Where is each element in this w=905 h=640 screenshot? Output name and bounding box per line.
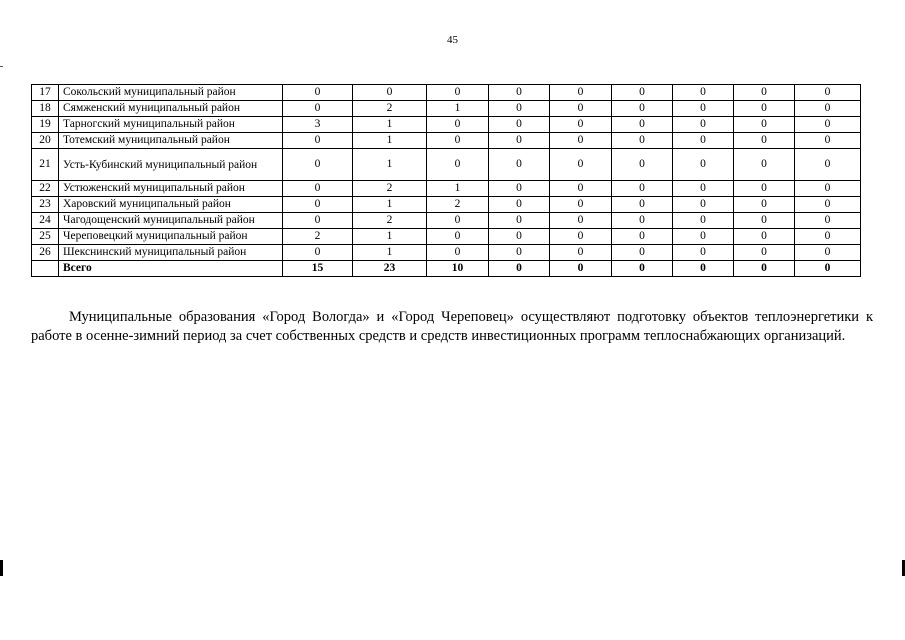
value-cell: 0	[673, 229, 734, 245]
value-cell: 0	[427, 117, 489, 133]
value-cell: 0	[734, 197, 795, 213]
value-cell: 0	[489, 181, 550, 197]
value-cell: 15	[283, 261, 353, 277]
value-cell: 2	[427, 197, 489, 213]
value-cell: 0	[550, 133, 612, 149]
value-cell: 1	[353, 133, 427, 149]
table-row	[32, 229, 861, 245]
value-cell: 0	[612, 101, 673, 117]
row-number-cell: 24	[32, 213, 59, 229]
district-name-cell: Харовский муниципальный район	[59, 197, 283, 213]
value-cell: 0	[283, 181, 353, 197]
value-cell: 0	[795, 133, 861, 149]
value-cell: 0	[795, 85, 861, 101]
districts-table	[31, 84, 861, 277]
value-cell: 0	[489, 101, 550, 117]
table-body	[32, 85, 861, 277]
value-cell: 0	[427, 85, 489, 101]
value-cell: 0	[734, 133, 795, 149]
table-row	[32, 213, 861, 229]
table-row	[32, 117, 861, 133]
value-cell: 0	[612, 181, 673, 197]
value-cell: 0	[489, 85, 550, 101]
row-number-cell	[32, 261, 59, 277]
value-cell: 3	[283, 117, 353, 133]
value-cell: 1	[427, 181, 489, 197]
table-row	[32, 149, 861, 181]
value-cell: 0	[489, 149, 550, 181]
value-cell: 1	[353, 197, 427, 213]
row-number-cell: 25	[32, 229, 59, 245]
table-row	[32, 101, 861, 117]
value-cell: 0	[734, 101, 795, 117]
value-cell: 0	[734, 85, 795, 101]
value-cell: 0	[673, 117, 734, 133]
districts-table-container	[31, 84, 860, 277]
value-cell: 0	[734, 213, 795, 229]
margin-tick	[0, 66, 3, 67]
value-cell: 0	[612, 117, 673, 133]
district-name-cell: Череповецкий муниципальный район	[59, 229, 283, 245]
table-row	[32, 181, 861, 197]
row-number-cell: 23	[32, 197, 59, 213]
value-cell: 2	[353, 213, 427, 229]
value-cell: 0	[612, 133, 673, 149]
value-cell: 0	[427, 213, 489, 229]
value-cell: 0	[427, 149, 489, 181]
value-cell: 0	[673, 133, 734, 149]
value-cell: 0	[550, 213, 612, 229]
value-cell: 0	[550, 261, 612, 277]
value-cell: 1	[353, 149, 427, 181]
table-row	[32, 133, 861, 149]
value-cell: 0	[795, 261, 861, 277]
value-cell: 0	[734, 117, 795, 133]
value-cell: 0	[795, 197, 861, 213]
value-cell: 1	[353, 229, 427, 245]
value-cell: 0	[795, 213, 861, 229]
value-cell: 0	[673, 181, 734, 197]
table-row	[32, 197, 861, 213]
row-number-cell: 26	[32, 245, 59, 261]
row-number-cell: 17	[32, 85, 59, 101]
value-cell: 0	[612, 213, 673, 229]
value-cell: 1	[353, 245, 427, 261]
value-cell: 2	[353, 101, 427, 117]
value-cell: 0	[795, 181, 861, 197]
value-cell: 0	[612, 85, 673, 101]
value-cell: 0	[489, 133, 550, 149]
row-number-cell: 20	[32, 133, 59, 149]
district-name-cell: Устюженский муниципальный район	[59, 181, 283, 197]
value-cell: 0	[612, 229, 673, 245]
value-cell: 2	[283, 229, 353, 245]
value-cell: 0	[673, 261, 734, 277]
value-cell: 0	[489, 117, 550, 133]
district-name-cell: Сямженский муниципальный район	[59, 101, 283, 117]
value-cell: 0	[353, 85, 427, 101]
value-cell: 0	[734, 229, 795, 245]
value-cell: 0	[673, 213, 734, 229]
value-cell: 0	[795, 101, 861, 117]
value-cell: 0	[673, 197, 734, 213]
value-cell: 0	[795, 245, 861, 261]
district-name-cell: Тарногский муниципальный район	[59, 117, 283, 133]
value-cell: 0	[612, 245, 673, 261]
value-cell: 0	[550, 85, 612, 101]
value-cell: 0	[795, 229, 861, 245]
value-cell: 0	[734, 261, 795, 277]
page-number: 45	[447, 34, 458, 46]
value-cell: 0	[489, 213, 550, 229]
value-cell: 0	[283, 149, 353, 181]
value-cell: 1	[353, 117, 427, 133]
value-cell: 0	[489, 229, 550, 245]
row-number-cell: 18	[32, 101, 59, 117]
table-row	[32, 85, 861, 101]
row-number-cell: 22	[32, 181, 59, 197]
value-cell: 0	[283, 101, 353, 117]
value-cell: 0	[550, 117, 612, 133]
value-cell: 0	[283, 213, 353, 229]
value-cell: 0	[427, 229, 489, 245]
district-name-cell: Шекснинский муниципальный район	[59, 245, 283, 261]
table-total-row	[32, 261, 861, 277]
value-cell: 0	[734, 181, 795, 197]
district-name-cell: Чагодощенский муниципальный район	[59, 213, 283, 229]
value-cell: 0	[550, 197, 612, 213]
value-cell: 0	[612, 261, 673, 277]
value-cell: 0	[550, 229, 612, 245]
value-cell: 0	[795, 149, 861, 181]
value-cell: 0	[550, 245, 612, 261]
value-cell: 0	[489, 261, 550, 277]
district-name-cell: Усть-Кубинский муниципальный район	[59, 149, 283, 181]
value-cell: 0	[283, 85, 353, 101]
value-cell: 0	[283, 133, 353, 149]
district-name-cell: Сокольский муниципальный район	[59, 85, 283, 101]
district-name-cell: Всего	[59, 261, 283, 277]
value-cell: 23	[353, 261, 427, 277]
value-cell: 0	[673, 245, 734, 261]
value-cell: 0	[673, 101, 734, 117]
value-cell: 0	[283, 245, 353, 261]
left-edge-mark	[0, 560, 3, 576]
value-cell: 0	[489, 197, 550, 213]
value-cell: 0	[550, 101, 612, 117]
value-cell: 1	[427, 101, 489, 117]
value-cell: 0	[612, 149, 673, 181]
value-cell: 0	[673, 85, 734, 101]
row-number-cell: 19	[32, 117, 59, 133]
value-cell: 2	[353, 181, 427, 197]
district-name-cell: Тотемский муниципальный район	[59, 133, 283, 149]
value-cell: 0	[734, 245, 795, 261]
value-cell: 0	[283, 197, 353, 213]
value-cell: 0	[550, 149, 612, 181]
value-cell: 0	[612, 197, 673, 213]
value-cell: 0	[795, 117, 861, 133]
table-row	[32, 245, 861, 261]
value-cell: 0	[734, 149, 795, 181]
row-number-cell: 21	[32, 149, 59, 181]
body-paragraph: Муниципальные образования «Город Вологда» и «Город Череповец» осуществляют подготовку объектов теплоэнергетики к работе в осенне-зимний период за счет собственных средств и средств инвестиционных программ теплоснабжающих организаций.	[31, 309, 873, 344]
value-cell: 0	[427, 245, 489, 261]
value-cell: 0	[489, 245, 550, 261]
value-cell: 0	[550, 181, 612, 197]
value-cell: 10	[427, 261, 489, 277]
value-cell: 0	[673, 149, 734, 181]
value-cell: 0	[427, 133, 489, 149]
